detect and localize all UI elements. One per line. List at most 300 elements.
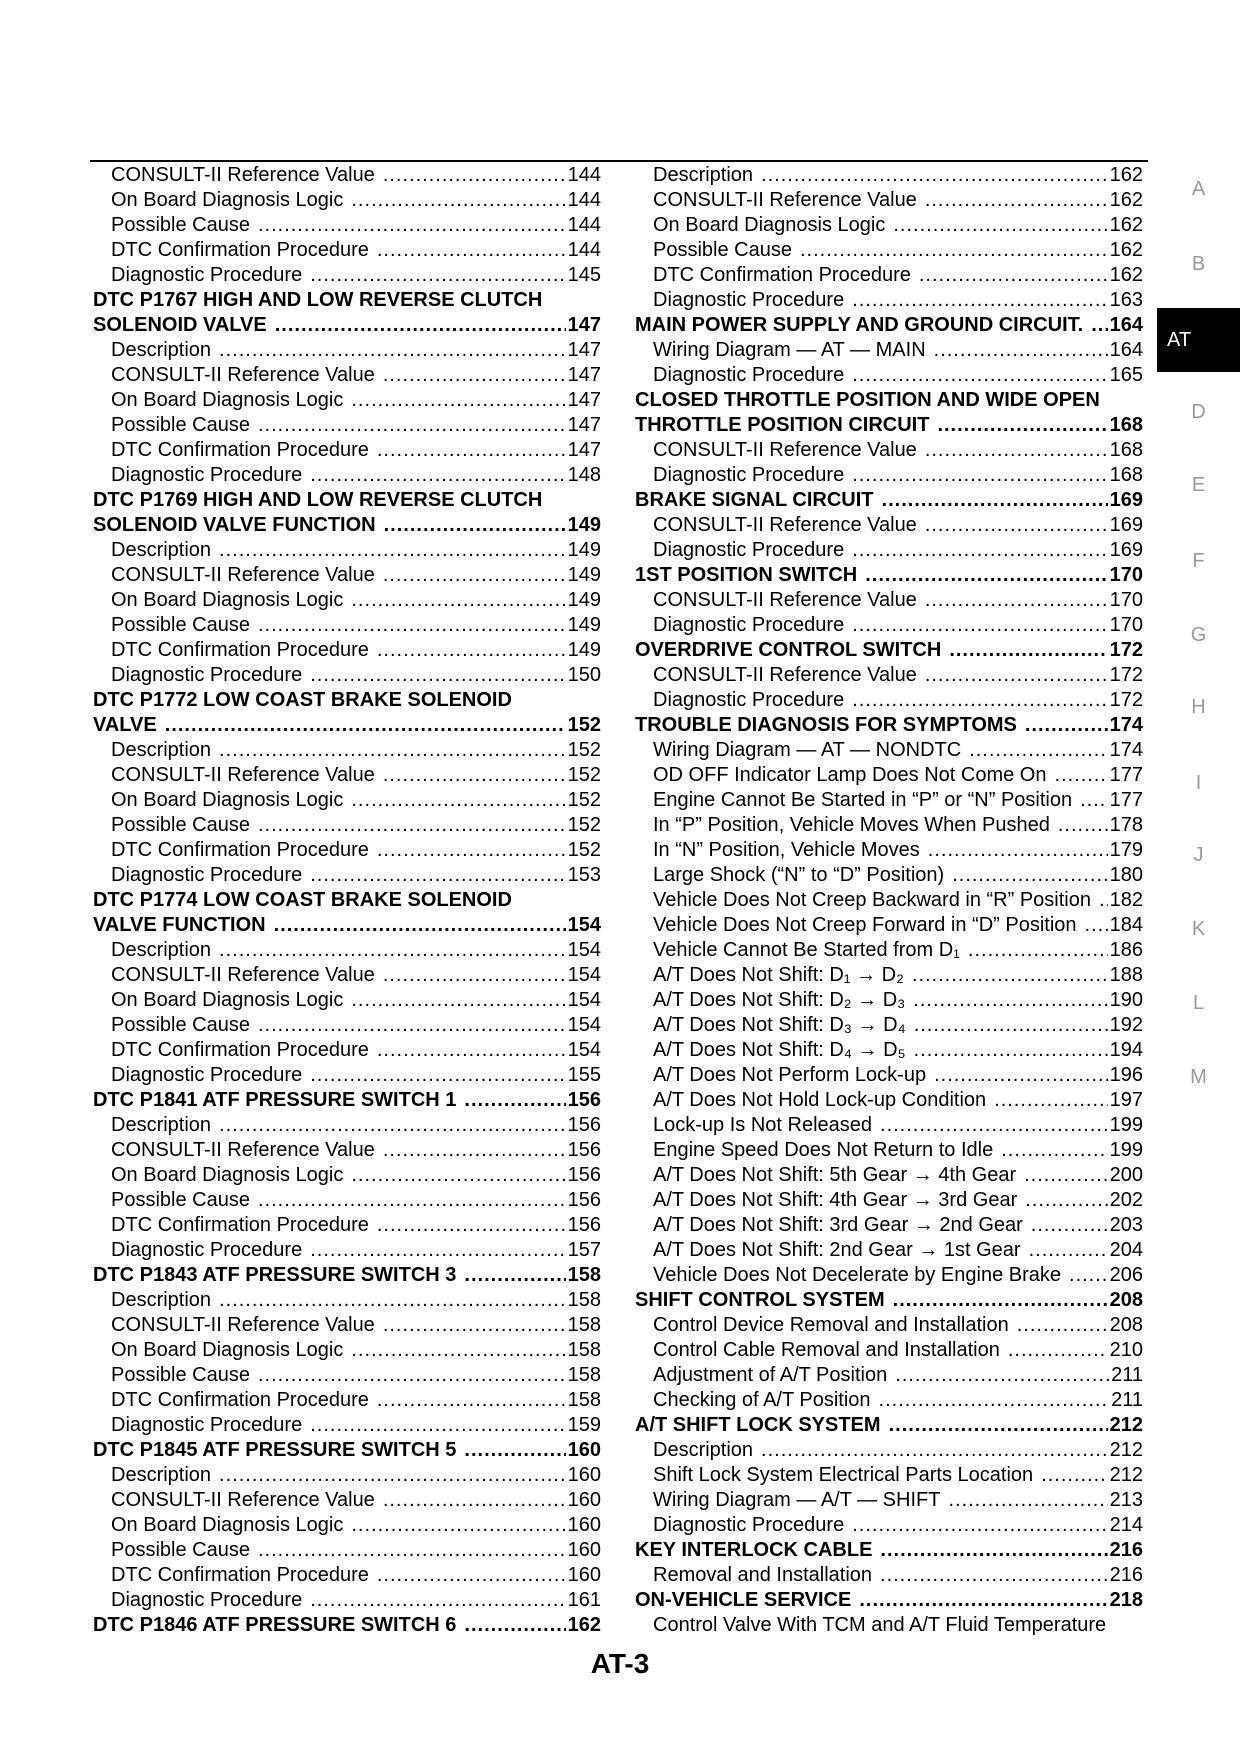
toc-entry-title: DTC P1769 HIGH AND LOW REVERSE CLUTCH xyxy=(93,489,543,511)
dot-leader xyxy=(919,263,1108,288)
toc-entry-title: Diagnostic Procedure xyxy=(653,464,845,486)
toc-entry[interactable] xyxy=(635,988,1143,1013)
toc-entry-page: 152 xyxy=(567,814,601,836)
toc-entry[interactable] xyxy=(93,1463,601,1488)
dot-leader xyxy=(464,1438,565,1463)
toc-entry[interactable] xyxy=(93,863,601,888)
toc-entry[interactable] xyxy=(635,1513,1143,1538)
toc-entry-title: Description xyxy=(653,1439,754,1461)
toc-entry[interactable] xyxy=(635,1288,1143,1313)
toc-entry-title: TROUBLE DIAGNOSIS FOR SYMPTOMS xyxy=(635,714,1017,736)
toc-entry[interactable] xyxy=(635,1238,1143,1263)
dot-leader xyxy=(1054,763,1107,788)
toc-entry-page: 162 xyxy=(567,1614,601,1636)
toc-entry-page: 160 xyxy=(567,1464,601,1486)
toc-entry-title: DTC P1845 ATF PRESSURE SWITCH 5 xyxy=(93,1439,457,1461)
toc-entry-page: 152 xyxy=(567,764,601,786)
toc-entry-title: BRAKE SIGNAL CIRCUIT xyxy=(635,489,874,511)
toc-entry-page: 192 xyxy=(1109,1014,1143,1036)
toc-entry[interactable] xyxy=(635,213,1143,238)
toc-entry-title: A/T Does Not Hold Lock-up Condition xyxy=(653,1089,987,1111)
dot-leader xyxy=(948,1488,1107,1513)
toc-entry-title: In “N” Position, Vehicle Moves xyxy=(653,839,920,861)
toc-entry-page: 154 xyxy=(567,1039,601,1061)
toc-entry-title: DTC P1772 LOW COAST BRAKE SOLENOID xyxy=(93,689,512,711)
toc-entry[interactable] xyxy=(635,1388,1143,1413)
dot-leader xyxy=(880,1563,1108,1588)
dot-leader xyxy=(258,613,566,638)
toc-entry-title: Diagnostic Procedure xyxy=(653,539,845,561)
toc-entry[interactable] xyxy=(93,413,601,438)
toc-entry-title: THROTTLE POSITION CIRCUIT xyxy=(635,414,930,436)
dot-leader xyxy=(934,338,1108,363)
dot-leader xyxy=(880,1538,1107,1563)
section-tab-i[interactable]: I xyxy=(1195,772,1202,794)
toc-entry[interactable] xyxy=(635,263,1143,288)
toc-entry-page: 152 xyxy=(567,839,601,861)
toc-entry[interactable] xyxy=(93,288,601,313)
toc-entry[interactable] xyxy=(93,1488,601,1513)
toc-entry-page: 196 xyxy=(1109,1064,1143,1086)
toc-entry[interactable] xyxy=(635,863,1143,888)
toc-entry-page: 144 xyxy=(567,164,601,186)
toc-entry-page: 194 xyxy=(1109,1039,1143,1061)
toc-entry-page: 154 xyxy=(567,1014,601,1036)
toc-entry-title: Wiring Diagram — A/T — SHIFT xyxy=(653,1489,941,1511)
dot-leader xyxy=(925,588,1108,613)
toc-entry-title: DTC Confirmation Procedure xyxy=(111,839,369,861)
toc-entry-page: 170 xyxy=(1109,564,1143,586)
toc-entry-page: 155 xyxy=(567,1064,601,1086)
toc-entry-title: Control Valve With TCM and A/T Fluid Temperature xyxy=(653,1614,1107,1636)
toc-entry-title: 1ST POSITION SWITCH xyxy=(635,564,858,586)
toc-entry[interactable] xyxy=(635,1313,1143,1338)
toc-entry-page: 197 xyxy=(1109,1089,1143,1111)
toc-entry-page: 158 xyxy=(567,1289,601,1311)
toc-entry-title: On Board Diagnosis Logic xyxy=(653,214,886,236)
toc-entry[interactable] xyxy=(93,538,601,563)
toc-entry-page: 212 xyxy=(1109,1464,1143,1486)
toc-entry[interactable] xyxy=(93,1538,601,1563)
toc-entry[interactable] xyxy=(93,163,601,188)
dot-leader xyxy=(1008,1338,1108,1363)
toc-entry[interactable] xyxy=(635,588,1143,613)
toc-entry-page: 182 xyxy=(1109,889,1143,911)
toc-entry[interactable] xyxy=(635,1538,1143,1563)
toc-entry-title: Description xyxy=(111,339,212,361)
toc-entry-title: Diagnostic Procedure xyxy=(111,264,303,286)
toc-entry[interactable] xyxy=(635,1113,1143,1138)
toc-entry-page: 152 xyxy=(567,739,601,761)
section-tab-b[interactable]: B xyxy=(1191,253,1206,275)
section-tab-e[interactable]: E xyxy=(1191,474,1206,496)
toc-entry[interactable] xyxy=(635,1263,1143,1288)
toc-entry-page: 158 xyxy=(567,1314,601,1336)
dot-leader xyxy=(913,988,1107,1013)
toc-entry[interactable] xyxy=(93,888,601,913)
toc-entry[interactable] xyxy=(635,1613,1143,1638)
toc-entry-title: DTC P1841 ATF PRESSURE SWITCH 1 xyxy=(93,1089,457,1111)
toc-entry-title: A/T Does Not Perform Lock-up xyxy=(653,1064,927,1086)
toc-entry[interactable] xyxy=(93,1438,601,1463)
toc-entry[interactable] xyxy=(93,1238,601,1263)
dot-leader xyxy=(310,463,565,488)
dot-leader xyxy=(914,1013,1108,1038)
toc-entry-title: CONSULT-II Reference Value xyxy=(111,1314,375,1336)
toc-entry-page: 177 xyxy=(1109,789,1143,811)
toc-entry-page: 149 xyxy=(567,639,601,661)
toc-entry[interactable] xyxy=(635,813,1143,838)
toc-entry-page: 149 xyxy=(567,589,601,611)
toc-entry[interactable] xyxy=(93,613,601,638)
toc-entry-page: 208 xyxy=(1109,1314,1143,1336)
toc-entry-title: On Board Diagnosis Logic xyxy=(111,189,344,211)
dot-leader xyxy=(310,863,565,888)
toc-entry-title: Description xyxy=(111,1114,212,1136)
toc-entry[interactable] xyxy=(93,1263,601,1288)
toc-entry-title: Possible Cause xyxy=(111,1014,250,1036)
toc-entry[interactable] xyxy=(93,763,601,788)
toc-entry[interactable] xyxy=(635,313,1143,338)
toc-entry[interactable] xyxy=(93,1513,601,1538)
toc-entry-title: Diagnostic Procedure xyxy=(653,614,845,636)
dot-leader xyxy=(351,1163,565,1188)
toc-entry[interactable] xyxy=(635,1488,1143,1513)
toc-entry[interactable] xyxy=(635,688,1143,713)
toc-entry-title: Possible Cause xyxy=(111,1364,250,1386)
toc-entry[interactable] xyxy=(93,363,601,388)
dot-leader xyxy=(1069,1263,1108,1288)
toc-entry[interactable] xyxy=(93,1063,601,1088)
toc-entry[interactable] xyxy=(635,1088,1143,1113)
dot-leader xyxy=(383,963,566,988)
toc-entry-title: Vehicle Does Not Decelerate by Engine Brake xyxy=(653,1264,1062,1286)
page-number: AT-3 xyxy=(590,1648,650,1679)
toc-entry[interactable] xyxy=(93,638,601,663)
toc-entry[interactable] xyxy=(93,1413,601,1438)
toc-entry[interactable] xyxy=(635,1588,1143,1613)
toc-entry-page: 158 xyxy=(567,1389,601,1411)
toc-entry[interactable] xyxy=(635,563,1143,588)
toc-entry[interactable] xyxy=(635,163,1143,188)
toc-entry-page: 212 xyxy=(1109,1439,1143,1461)
toc-entry[interactable] xyxy=(93,1138,601,1163)
toc-entry-page: 150 xyxy=(567,664,601,686)
toc-entry-title: OD OFF Indicator Lamp Does Not Come On xyxy=(653,764,1047,786)
toc-entry[interactable] xyxy=(635,938,1143,963)
toc-entry-title: Vehicle Does Not Creep Forward in “D” Position xyxy=(653,914,1077,936)
toc-entry-title: Diagnostic Procedure xyxy=(111,1239,303,1261)
toc-entry-page: 147 xyxy=(567,364,601,386)
dot-leader xyxy=(310,663,565,688)
toc-entry[interactable] xyxy=(635,913,1143,938)
dot-leader xyxy=(852,613,1107,638)
dot-leader xyxy=(377,1213,566,1238)
toc-entry-page: 147 xyxy=(567,339,601,361)
section-tab-h[interactable]: H xyxy=(1191,696,1206,718)
toc-entry[interactable] xyxy=(93,1363,601,1388)
toc-entry-page: 188 xyxy=(1109,964,1143,986)
toc-entry[interactable] xyxy=(635,963,1143,988)
toc-entry[interactable] xyxy=(93,1338,601,1363)
toc-entry[interactable] xyxy=(93,663,601,688)
toc-entry[interactable] xyxy=(93,1038,601,1063)
section-tab-j[interactable]: J xyxy=(1193,844,1204,866)
toc-entry-page: 147 xyxy=(567,389,601,411)
toc-entry[interactable] xyxy=(635,338,1143,363)
dot-leader xyxy=(1031,1213,1108,1238)
toc-entry-title: VALVE FUNCTION xyxy=(93,914,266,936)
toc-entry-page: 172 xyxy=(1109,689,1143,711)
toc-entry[interactable] xyxy=(93,238,601,263)
toc-entry[interactable] xyxy=(93,738,601,763)
toc-entry[interactable] xyxy=(635,388,1143,413)
toc-entry[interactable] xyxy=(93,1563,601,1588)
dot-leader xyxy=(377,238,566,263)
toc-entry[interactable] xyxy=(93,1188,601,1213)
toc-entry[interactable] xyxy=(93,988,601,1013)
toc-entry-page: 147 xyxy=(567,314,601,336)
toc-entry-page: 168 xyxy=(1109,414,1143,436)
toc-entry[interactable] xyxy=(93,838,601,863)
dot-leader xyxy=(384,513,566,538)
toc-entry-title: Possible Cause xyxy=(653,239,792,261)
toc-entry-page: 206 xyxy=(1109,1264,1143,1286)
toc-entry[interactable] xyxy=(93,513,601,538)
toc-entry[interactable] xyxy=(93,563,601,588)
toc-entry[interactable] xyxy=(635,1563,1143,1588)
dot-leader xyxy=(377,838,566,863)
dot-leader xyxy=(852,688,1107,713)
dot-leader xyxy=(865,563,1107,588)
dot-leader xyxy=(275,313,566,338)
toc-entry[interactable] xyxy=(93,913,601,938)
dot-leader xyxy=(383,363,566,388)
toc-entry[interactable] xyxy=(93,1588,601,1613)
dot-leader xyxy=(310,1588,565,1613)
toc-entry-page: 156 xyxy=(567,1214,601,1236)
dot-leader xyxy=(310,1063,565,1088)
dot-leader xyxy=(377,1388,566,1413)
toc-entry-title: Description xyxy=(111,1289,212,1311)
dot-leader xyxy=(351,188,565,213)
toc-entry[interactable] xyxy=(635,1138,1143,1163)
toc-entry[interactable] xyxy=(93,313,601,338)
toc-entry-page: 147 xyxy=(567,439,601,461)
dot-leader xyxy=(219,338,566,363)
toc-entry-page: 156 xyxy=(567,1164,601,1186)
toc-entry-page: 164 xyxy=(1109,314,1143,336)
toc-entry[interactable] xyxy=(93,188,601,213)
toc-entry-page: 156 xyxy=(567,1089,601,1111)
dot-leader xyxy=(377,1038,566,1063)
toc-entry[interactable] xyxy=(635,513,1143,538)
toc-entry[interactable] xyxy=(93,1388,601,1413)
toc-entry-title: Diagnostic Procedure xyxy=(111,1589,303,1611)
toc-entry[interactable] xyxy=(93,813,601,838)
toc-entry[interactable] xyxy=(93,713,601,738)
dot-leader xyxy=(859,1588,1107,1613)
toc-entry[interactable] xyxy=(635,438,1143,463)
toc-entry-page: 212 xyxy=(1109,1414,1143,1436)
toc-entry[interactable] xyxy=(93,438,601,463)
toc-entry[interactable] xyxy=(93,1113,601,1138)
dot-leader xyxy=(464,1613,565,1638)
toc-entry-title: Adjustment of A/T Position xyxy=(653,1364,888,1386)
toc-entry[interactable] xyxy=(93,1213,601,1238)
toc-entry[interactable] xyxy=(635,1413,1143,1438)
toc-entry-title: Diagnostic Procedure xyxy=(653,364,845,386)
toc-entry-title: Vehicle Cannot Be Started from D₁ xyxy=(653,939,960,961)
toc-entry[interactable] xyxy=(93,263,601,288)
toc-entry[interactable] xyxy=(635,713,1143,738)
toc-entry[interactable] xyxy=(93,338,601,363)
toc-entry-page: 144 xyxy=(567,239,601,261)
toc-entry-page: 174 xyxy=(1109,739,1143,761)
toc-entry[interactable] xyxy=(635,663,1143,688)
toc-entry-title: A/T Does Not Shift: D₃ → D₄ xyxy=(653,1014,906,1036)
toc-entry-title: Diagnostic Procedure xyxy=(111,664,303,686)
toc-entry-page: 204 xyxy=(1109,1239,1143,1261)
toc-entry-title: SHIFT CONTROL SYSTEM xyxy=(635,1289,885,1311)
toc-entry[interactable] xyxy=(635,363,1143,388)
toc-entry[interactable] xyxy=(635,1013,1143,1038)
toc-entry-title: Possible Cause xyxy=(111,214,250,236)
toc-entry[interactable] xyxy=(635,488,1143,513)
toc-entry-title: Diagnostic Procedure xyxy=(653,1514,845,1536)
toc-entry-page: 216 xyxy=(1109,1564,1143,1586)
toc-entry[interactable] xyxy=(93,1613,601,1638)
toc-entry[interactable] xyxy=(93,388,601,413)
dot-leader xyxy=(889,1413,1108,1438)
toc-entry[interactable] xyxy=(635,188,1143,213)
dot-leader xyxy=(852,288,1107,313)
toc-entry-title: On Board Diagnosis Logic xyxy=(111,1514,344,1536)
toc-entry-page: 149 xyxy=(567,514,601,536)
dot-leader xyxy=(882,488,1108,513)
toc-entry-page: 161 xyxy=(567,1589,601,1611)
section-tab-g[interactable]: G xyxy=(1190,624,1207,646)
toc-entry[interactable] xyxy=(635,638,1143,663)
toc-entry-title: Engine Speed Does Not Return to Idle xyxy=(653,1139,994,1161)
section-tab-k[interactable]: K xyxy=(1191,918,1206,940)
toc-entry[interactable] xyxy=(635,538,1143,563)
toc-entry-title: A/T Does Not Shift: 5th Gear → 4th Gear xyxy=(653,1164,1017,1186)
dot-leader xyxy=(383,163,566,188)
toc-entry[interactable] xyxy=(635,888,1143,913)
toc-entry[interactable] xyxy=(635,1338,1143,1363)
dot-leader xyxy=(852,363,1107,388)
toc-entry-title: Engine Cannot Be Started in “P” or “N” Position xyxy=(653,789,1073,811)
toc-entry[interactable] xyxy=(635,238,1143,263)
toc-entry[interactable] xyxy=(635,463,1143,488)
toc-entry-title: SOLENOID VALVE FUNCTION xyxy=(93,514,376,536)
section-tab-d[interactable]: D xyxy=(1191,401,1206,423)
toc-entry-page: 147 xyxy=(567,414,601,436)
toc-entry[interactable] xyxy=(635,1438,1143,1463)
toc-entry[interactable] xyxy=(635,613,1143,638)
toc-entry-title: MAIN POWER SUPPLY AND GROUND CIRCUIT. xyxy=(635,314,1084,336)
toc-entry-title: A/T Does Not Shift: D₄ → D₅ xyxy=(653,1039,906,1061)
dot-leader xyxy=(165,713,566,738)
toc-entry[interactable] xyxy=(635,1163,1143,1188)
toc-entry[interactable] xyxy=(635,288,1143,313)
section-tab-at[interactable]: AT xyxy=(1157,308,1240,372)
toc-entry[interactable] xyxy=(93,688,601,713)
toc-entry-page: 162 xyxy=(1109,164,1143,186)
toc-entry[interactable] xyxy=(635,1038,1143,1063)
toc-entry-title: Diagnostic Procedure xyxy=(111,1064,303,1086)
toc-entry-title: Possible Cause xyxy=(111,1189,250,1211)
dot-leader xyxy=(925,188,1108,213)
toc-entry[interactable] xyxy=(93,788,601,813)
toc-entry-page: 172 xyxy=(1109,664,1143,686)
toc-entry[interactable] xyxy=(93,588,601,613)
toc-entry-title: Control Cable Removal and Installation xyxy=(653,1339,1000,1361)
toc-entry-page: 169 xyxy=(1109,514,1143,536)
section-tab-m[interactable]: M xyxy=(1190,1066,1207,1088)
toc-entry[interactable] xyxy=(93,963,601,988)
toc-entry-page: 158 xyxy=(567,1264,601,1286)
toc-entry-title: DTC Confirmation Procedure xyxy=(653,264,911,286)
toc-entry-title: VALVE xyxy=(93,714,157,736)
dot-leader xyxy=(351,988,565,1013)
toc-entry-title: Possible Cause xyxy=(111,1539,250,1561)
toc-entry[interactable] xyxy=(93,1288,601,1313)
dot-leader xyxy=(258,813,566,838)
toc-left-column xyxy=(93,163,601,1638)
toc-entry-page: 203 xyxy=(1109,1214,1143,1236)
toc-entry[interactable] xyxy=(635,738,1143,763)
toc-entry[interactable] xyxy=(93,1013,601,1038)
toc-entry-title: A/T SHIFT LOCK SYSTEM xyxy=(635,1414,881,1436)
dot-leader xyxy=(351,588,565,613)
dot-leader xyxy=(383,1313,566,1338)
toc-entry[interactable] xyxy=(635,1463,1143,1488)
toc-entry[interactable] xyxy=(635,838,1143,863)
toc-entry-page: 149 xyxy=(567,564,601,586)
toc-entry-page: 172 xyxy=(1109,639,1143,661)
toc-entry-page: 178 xyxy=(1109,814,1143,836)
toc-entry[interactable] xyxy=(93,1088,601,1113)
toc-entry[interactable] xyxy=(635,763,1143,788)
section-tab-l[interactable]: L xyxy=(1192,992,1205,1014)
toc-entry[interactable] xyxy=(93,463,601,488)
toc-entry[interactable] xyxy=(635,788,1143,813)
toc-entry-page: 184 xyxy=(1109,914,1143,936)
section-tab-f[interactable]: F xyxy=(1192,550,1205,572)
dot-leader xyxy=(914,1038,1108,1063)
toc-entry-title: DTC Confirmation Procedure xyxy=(111,439,369,461)
toc-entry[interactable] xyxy=(635,1363,1143,1388)
toc-entry[interactable] xyxy=(635,1213,1143,1238)
toc-entry-title: Diagnostic Procedure xyxy=(653,289,845,311)
toc-entry[interactable] xyxy=(635,1063,1143,1088)
toc-entry[interactable] xyxy=(93,488,601,513)
toc-entry-title: DTC Confirmation Procedure xyxy=(111,1389,369,1411)
toc-entry-title: ON-VEHICLE SERVICE xyxy=(635,1589,852,1611)
toc-entry[interactable] xyxy=(635,413,1143,438)
toc-entry-page: 160 xyxy=(567,1439,601,1461)
toc-entry-title: CONSULT-II Reference Value xyxy=(653,514,917,536)
toc-entry[interactable] xyxy=(93,1313,601,1338)
toc-entry[interactable] xyxy=(635,1188,1143,1213)
toc-entry[interactable] xyxy=(93,938,601,963)
dot-leader xyxy=(464,1088,565,1113)
section-tab-a[interactable]: A xyxy=(1191,178,1206,200)
toc-entry[interactable] xyxy=(93,213,601,238)
toc-entry[interactable] xyxy=(93,1163,601,1188)
